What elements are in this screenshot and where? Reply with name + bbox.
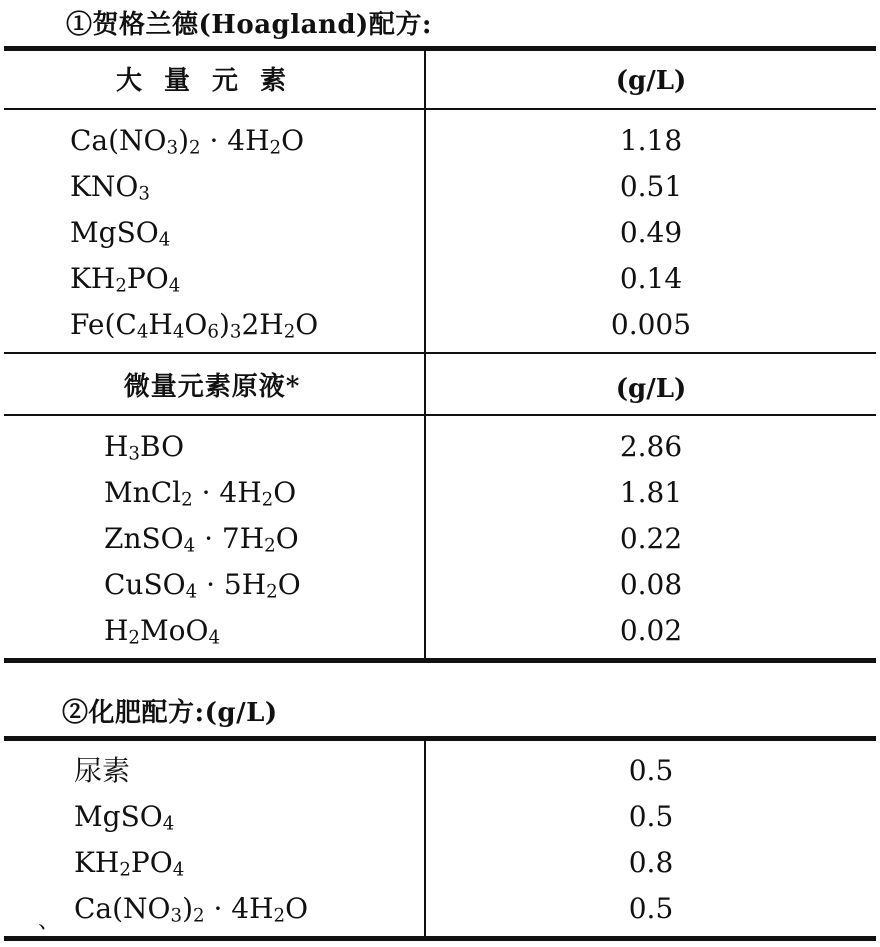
macro-row-compound: MgSO$_4$ [70,216,171,251]
micro-row-value: 0.08 [619,568,683,601]
fertilizer-top-rule [4,736,876,741]
macro-row-value: 0.005 [610,308,692,341]
micro-row-value: 0.02 [619,614,683,647]
macro-row-compound: $Ca(NO_3)_2 \cdot 4H_2O$ [70,124,305,159]
macro-row-compound: $KNO_3$ [70,170,150,205]
fertilizer-bottom-rule [4,936,876,941]
macro-row-value: 1.18 [619,124,683,157]
macro-row-compound: $Fe(C_4H_4O_6)_32H_2O$ [70,308,319,343]
fertilizer-row-compound: 尿素 [74,754,131,787]
header-rule [4,108,876,110]
micro-row-compound: ZnSO$_4$ · $7H_2O$ [104,522,299,557]
table-bottom-rule [4,658,876,663]
fertilizer-row-value: 0.5 [628,892,674,925]
micro-row-compound: MnCl$_2$ · $4H_2O$ [104,476,297,511]
micro-row-compound: $H_3BO$ [104,430,185,465]
micro-header-rule [4,414,876,416]
section-rule [4,352,876,354]
micro-row-compound: CuSO$_4$ · $5H_2O$ [104,568,301,603]
fertilizer-row-compound: $KH_2PO_4$ [74,846,185,881]
macro-row-value: 0.14 [619,262,683,295]
micro-header-unit: (g/L) [615,374,687,404]
micro-row-compound: $H_2MoO_4$ [104,614,221,649]
micro-row-value: 0.22 [619,522,683,555]
fertilizer-row-compound: MgSO$_4$ [74,800,175,835]
macro-header-unit: (g/L) [615,66,687,96]
micro-header-label: 微量元素原液* [123,372,301,402]
fertilizer-row-value: 0.5 [628,800,674,833]
macro-row-value: 0.51 [619,170,683,203]
fertilizer-title: ②化肥配方:(g/L) [62,698,278,728]
fertilizer-row-value: 0.5 [628,754,674,787]
macro-row-compound: $KH_2PO_4$ [70,262,181,297]
macro-header-label: 大量元素 [115,66,308,96]
fertilizer-row-value: 0.8 [628,846,674,879]
fertilizer-row-compound: $Ca(NO_3)_2 \cdot 4H_2O$ [74,892,309,927]
table-top-rule [4,46,876,51]
stray-mark: 、 [38,909,61,934]
micro-row-value: 1.81 [619,476,683,509]
micro-row-value: 2.86 [619,430,683,463]
hoagland-title: ①贺格兰德(Hoagland)配方: [66,10,432,40]
macro-row-value: 0.49 [619,216,683,249]
